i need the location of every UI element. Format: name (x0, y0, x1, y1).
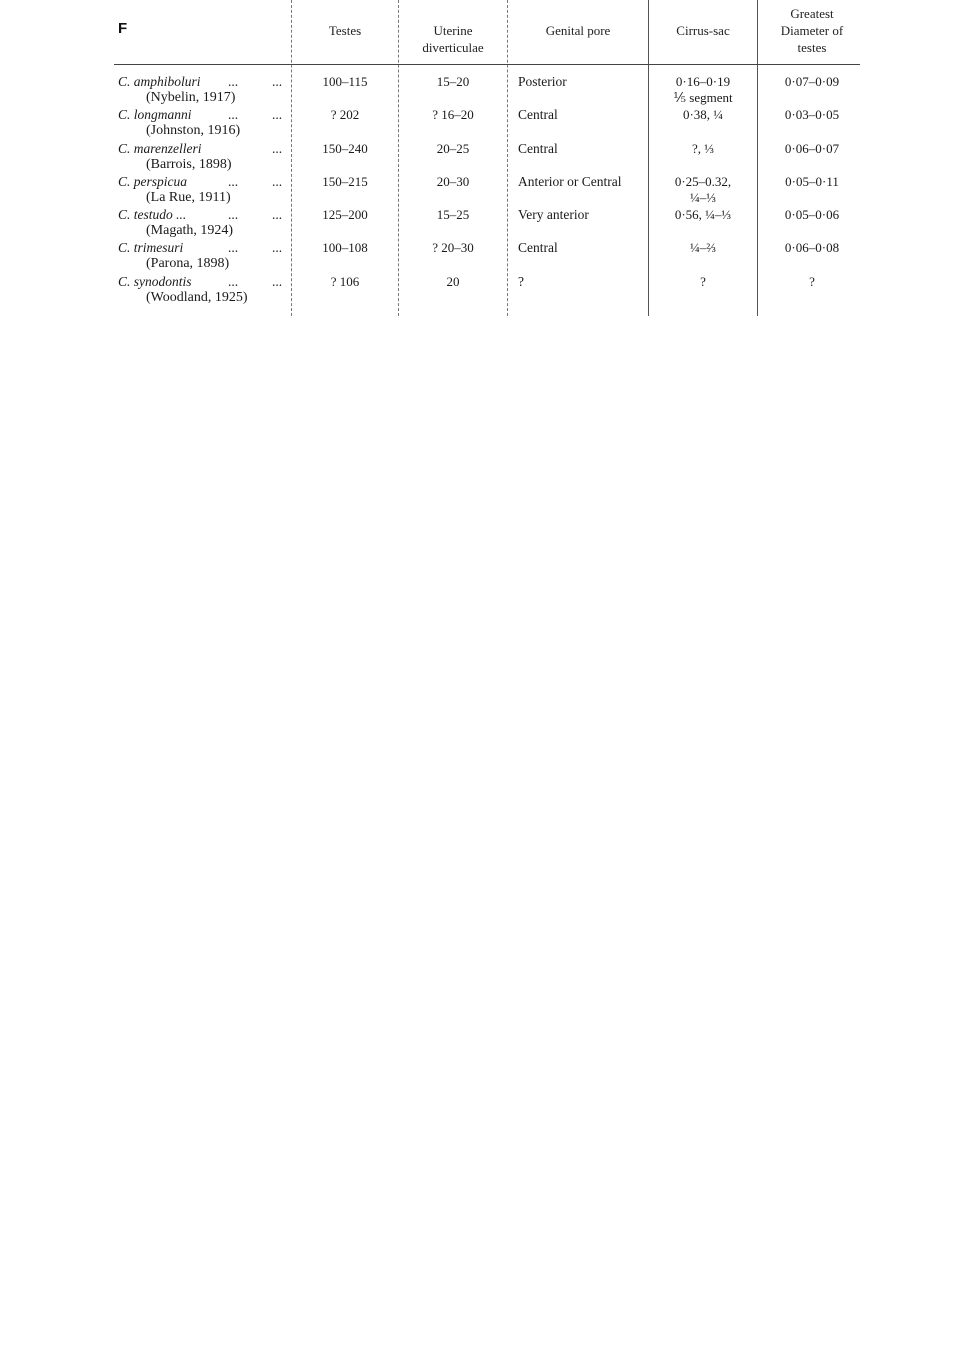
genital-pore-value: Central (518, 141, 558, 156)
species-author: (Woodland, 1925) (146, 290, 248, 305)
testes-value: ? 202 (330, 107, 360, 122)
uterine-value: ? 20–30 (432, 240, 474, 255)
diameter-value: 0·07–0·09 (784, 74, 840, 89)
leader-dots: ... (228, 240, 239, 255)
species-cell (118, 207, 290, 239)
leader-dots: ... (272, 174, 283, 189)
leader-dots: ... (228, 74, 239, 89)
diameter-value: 0·03–0·05 (784, 107, 840, 122)
leader-dots: ... (272, 107, 283, 122)
species-cell (118, 274, 290, 306)
uterine-value: ? 16–20 (432, 107, 474, 122)
genital-pore-value: Posterior (518, 74, 567, 89)
table-row (0, 274, 975, 307)
cirrus-sac-value: ¼–⅔ (690, 240, 716, 255)
uterine-value: 20 (446, 274, 460, 289)
diameter-value: 0·06–0·08 (784, 240, 840, 255)
leader-dots: ... (228, 274, 239, 289)
header-greatest-diameter: Greatest Diameter of testes (780, 6, 844, 55)
testes-value: 150–240 (322, 141, 368, 156)
leader-dots: ... (272, 240, 283, 255)
testes-value: ? 106 (330, 274, 360, 289)
testes-value: 100–115 (322, 74, 368, 89)
species-name: C. synodontis (118, 274, 192, 289)
header-rule (114, 64, 860, 65)
species-name: C. marenzelleri (118, 141, 202, 156)
species-author: (La Rue, 1911) (146, 190, 231, 205)
diameter-value: 0·05–0·11 (785, 174, 839, 189)
testes-value: 100–108 (322, 240, 368, 255)
header-uterine-diverticulae: Uterine diverticulae (422, 23, 484, 55)
leader-dots: ... (228, 174, 239, 189)
table-row (0, 107, 975, 140)
genital-pore-value: Central (518, 240, 558, 255)
species-cell (118, 74, 290, 106)
header-cirrus-sac: Cirrus-sac (676, 23, 730, 38)
species-cell (118, 107, 290, 139)
cirrus-sac-value: 0·16–0·19 ⅕ segment (673, 74, 733, 105)
uterine-value: 20–25 (436, 141, 470, 156)
cirrus-sac-value: ? (700, 274, 706, 289)
table-row (0, 74, 975, 107)
leader-dots: ... (272, 207, 283, 222)
uterine-value: 20–30 (436, 174, 470, 189)
testes-value: 150–215 (322, 174, 368, 189)
header-genital-pore: Genital pore (545, 23, 611, 38)
table-row (0, 207, 975, 240)
species-author: (Johnston, 1916) (146, 123, 241, 138)
species-name: C. perspicua (118, 174, 187, 189)
testes-value: 125–200 (322, 207, 368, 222)
leader-dots: ... (272, 141, 283, 156)
diameter-value: ? (809, 274, 815, 289)
cirrus-sac-value: 0·38, ¼ (682, 107, 724, 122)
species-author: (Magath, 1924) (146, 223, 234, 238)
table-label: F (118, 20, 128, 37)
species-name: C. testudo ... (118, 207, 187, 222)
uterine-value: 15–20 (436, 74, 470, 89)
genital-pore-value: Central (518, 107, 558, 122)
leader-dots: ... (272, 274, 283, 289)
leader-dots: ... (228, 207, 239, 222)
species-author: (Nybelin, 1917) (146, 90, 236, 105)
species-name: C. trimesuri (118, 240, 184, 255)
leader-dots: ... (228, 107, 239, 122)
leader-dots: ... (272, 74, 283, 89)
diameter-value: 0·05–0·06 (784, 207, 840, 222)
cirrus-sac-value: 0·56, ¼–⅓ (674, 207, 732, 222)
species-author: (Barrois, 1898) (146, 157, 232, 172)
genital-pore-value: ? (518, 274, 524, 289)
table-row (0, 240, 975, 273)
diameter-value: 0·06–0·07 (784, 141, 840, 156)
genital-pore-value: Anterior or Central (518, 174, 622, 189)
species-cell (118, 141, 290, 173)
species-name: C. longmanni (118, 107, 192, 122)
header-testes: Testes (328, 23, 362, 38)
cirrus-sac-value: 0·25–0.32, ¼–⅓ (674, 174, 732, 205)
cirrus-sac-value: ?, ⅓ (691, 141, 715, 156)
species-name: C. amphiboluri (118, 74, 201, 89)
species-cell (118, 240, 290, 272)
table-row (0, 141, 975, 174)
species-cell (118, 174, 290, 206)
species-author: (Parona, 1898) (146, 256, 230, 271)
genital-pore-value: Very anterior (518, 207, 589, 222)
uterine-value: 15–25 (436, 207, 470, 222)
table-row (0, 174, 975, 207)
